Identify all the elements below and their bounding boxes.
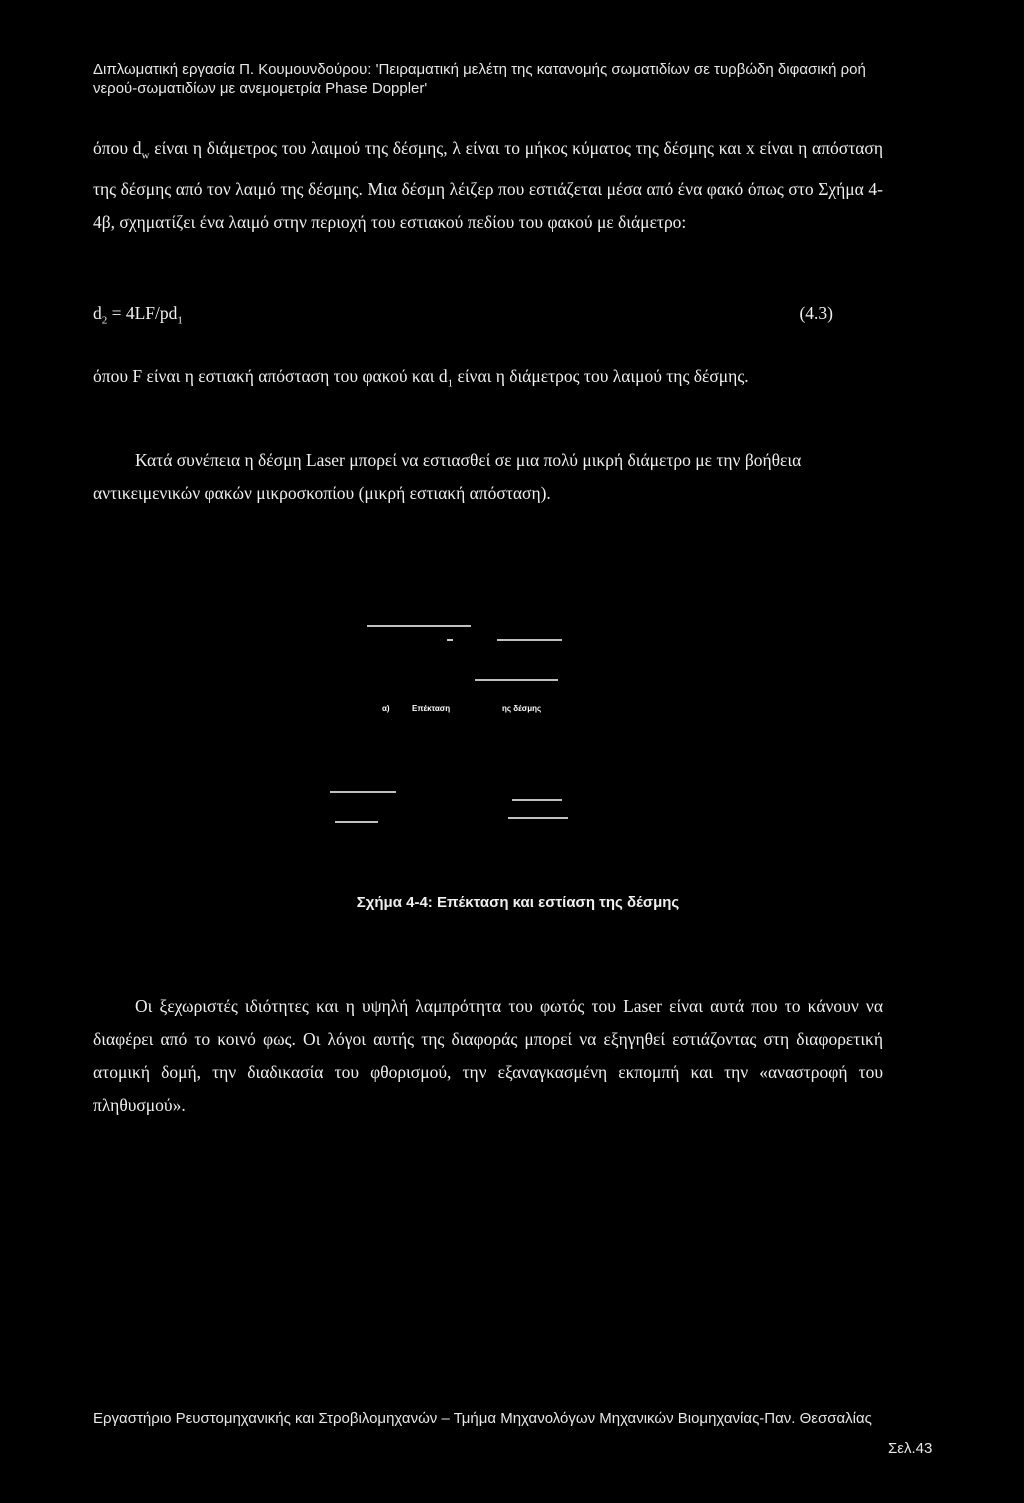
figure-lines bbox=[320, 600, 620, 840]
p1-text-start: όπου d bbox=[93, 138, 142, 158]
page-header bbox=[93, 60, 993, 98]
figure-label-a: α) bbox=[382, 704, 390, 713]
page-number: Σελ.43 bbox=[888, 1440, 933, 1457]
paragraph-focal-definition bbox=[93, 360, 883, 401]
p2-subscript-1: 1 bbox=[447, 377, 454, 390]
p2-text-rest: είναι η διάμετρος του λαιμού της δέσμης. bbox=[453, 366, 749, 386]
header-line-2: νερού-σωματιδίων με ανεμομετρία Phase Doppler' bbox=[93, 80, 428, 97]
figure-label-beam: ης δέσμης bbox=[502, 704, 542, 713]
equation-rhs-subscript: 1 bbox=[177, 314, 183, 327]
equation-lhs-d: d bbox=[93, 303, 102, 323]
figure-beam-expansion bbox=[320, 600, 620, 840]
equation-lhs bbox=[93, 303, 183, 327]
figure-caption: Σχήμα 4-4: Επέκταση και εστίαση της δέσμης bbox=[356, 894, 680, 911]
p1-subscript-w: w bbox=[141, 149, 150, 162]
figure-label-expansion: Επέκταση bbox=[412, 704, 451, 713]
equation-number: (4.3) bbox=[799, 303, 833, 323]
equation-lhs-subscript: 2 bbox=[101, 314, 108, 327]
header-line-1: Διπλωματική εργασία Π. Κουμουνδούρου: 'Πειραματική μελέτη της κατανομής σωματιδίων σε τυρβώδη διφασική ροή bbox=[93, 61, 866, 78]
paragraph-waist-definition bbox=[93, 132, 883, 239]
p2-text-start: όπου F είναι η εστιακή απόσταση του φακού και d bbox=[93, 366, 448, 386]
equation-4-3 bbox=[93, 297, 833, 338]
paragraph-laser-properties: Οι ξεχωριστές ιδιότητες και η υψηλή λαμπρότητα του φωτός του Laser είναι αυτά που το κάνουν να διαφέρει από το κοινό φως. Οι λόγοι αυτής της διαφοράς μπορεί να εξηγηθεί εστιάζοντας στη διαφορετική ατομική δομή, την διαδικασία του φθορισμού, την εξαναγκασμένη εκπομπή και την «αναστροφή του πληθυσμού». bbox=[93, 996, 883, 1115]
p1-text-rest: είναι η διάμετρος του λαιμού της δέσμης, λ είναι το μήκος κύματος της δέσμης και x είναι η απόσταση της δέσμης από τον λαιμό της δέσμης. Μια δέσμη λέιζερ που εστιάζεται μέσα από ένα φακό όπως στο Σχήμα 4-4β, σχηματίζει ένα λαιμό στην περιοχή του εστιακού πεδίου του φακού με διάμετρο: bbox=[93, 138, 884, 232]
equation-rhs: = 4LF/pd bbox=[107, 303, 178, 323]
paragraph-microscope-lenses: Κατά συνέπεια η δέσμη Laser μπορεί να εστιασθεί σε μια πολύ μικρή διάμετρο με την βοήθεια αντικειμενικών φακών μικροσκοπίου (μικρή εστιακή απόσταση). bbox=[93, 450, 802, 503]
page-footer: Εργαστήριο Ρευστομηχανικής και Στροβιλομηχανών – Τμήμα Μηχανολόγων Μηχανικών Βιομηχανίας-Παν. Θεσσαλίας bbox=[93, 1410, 872, 1427]
